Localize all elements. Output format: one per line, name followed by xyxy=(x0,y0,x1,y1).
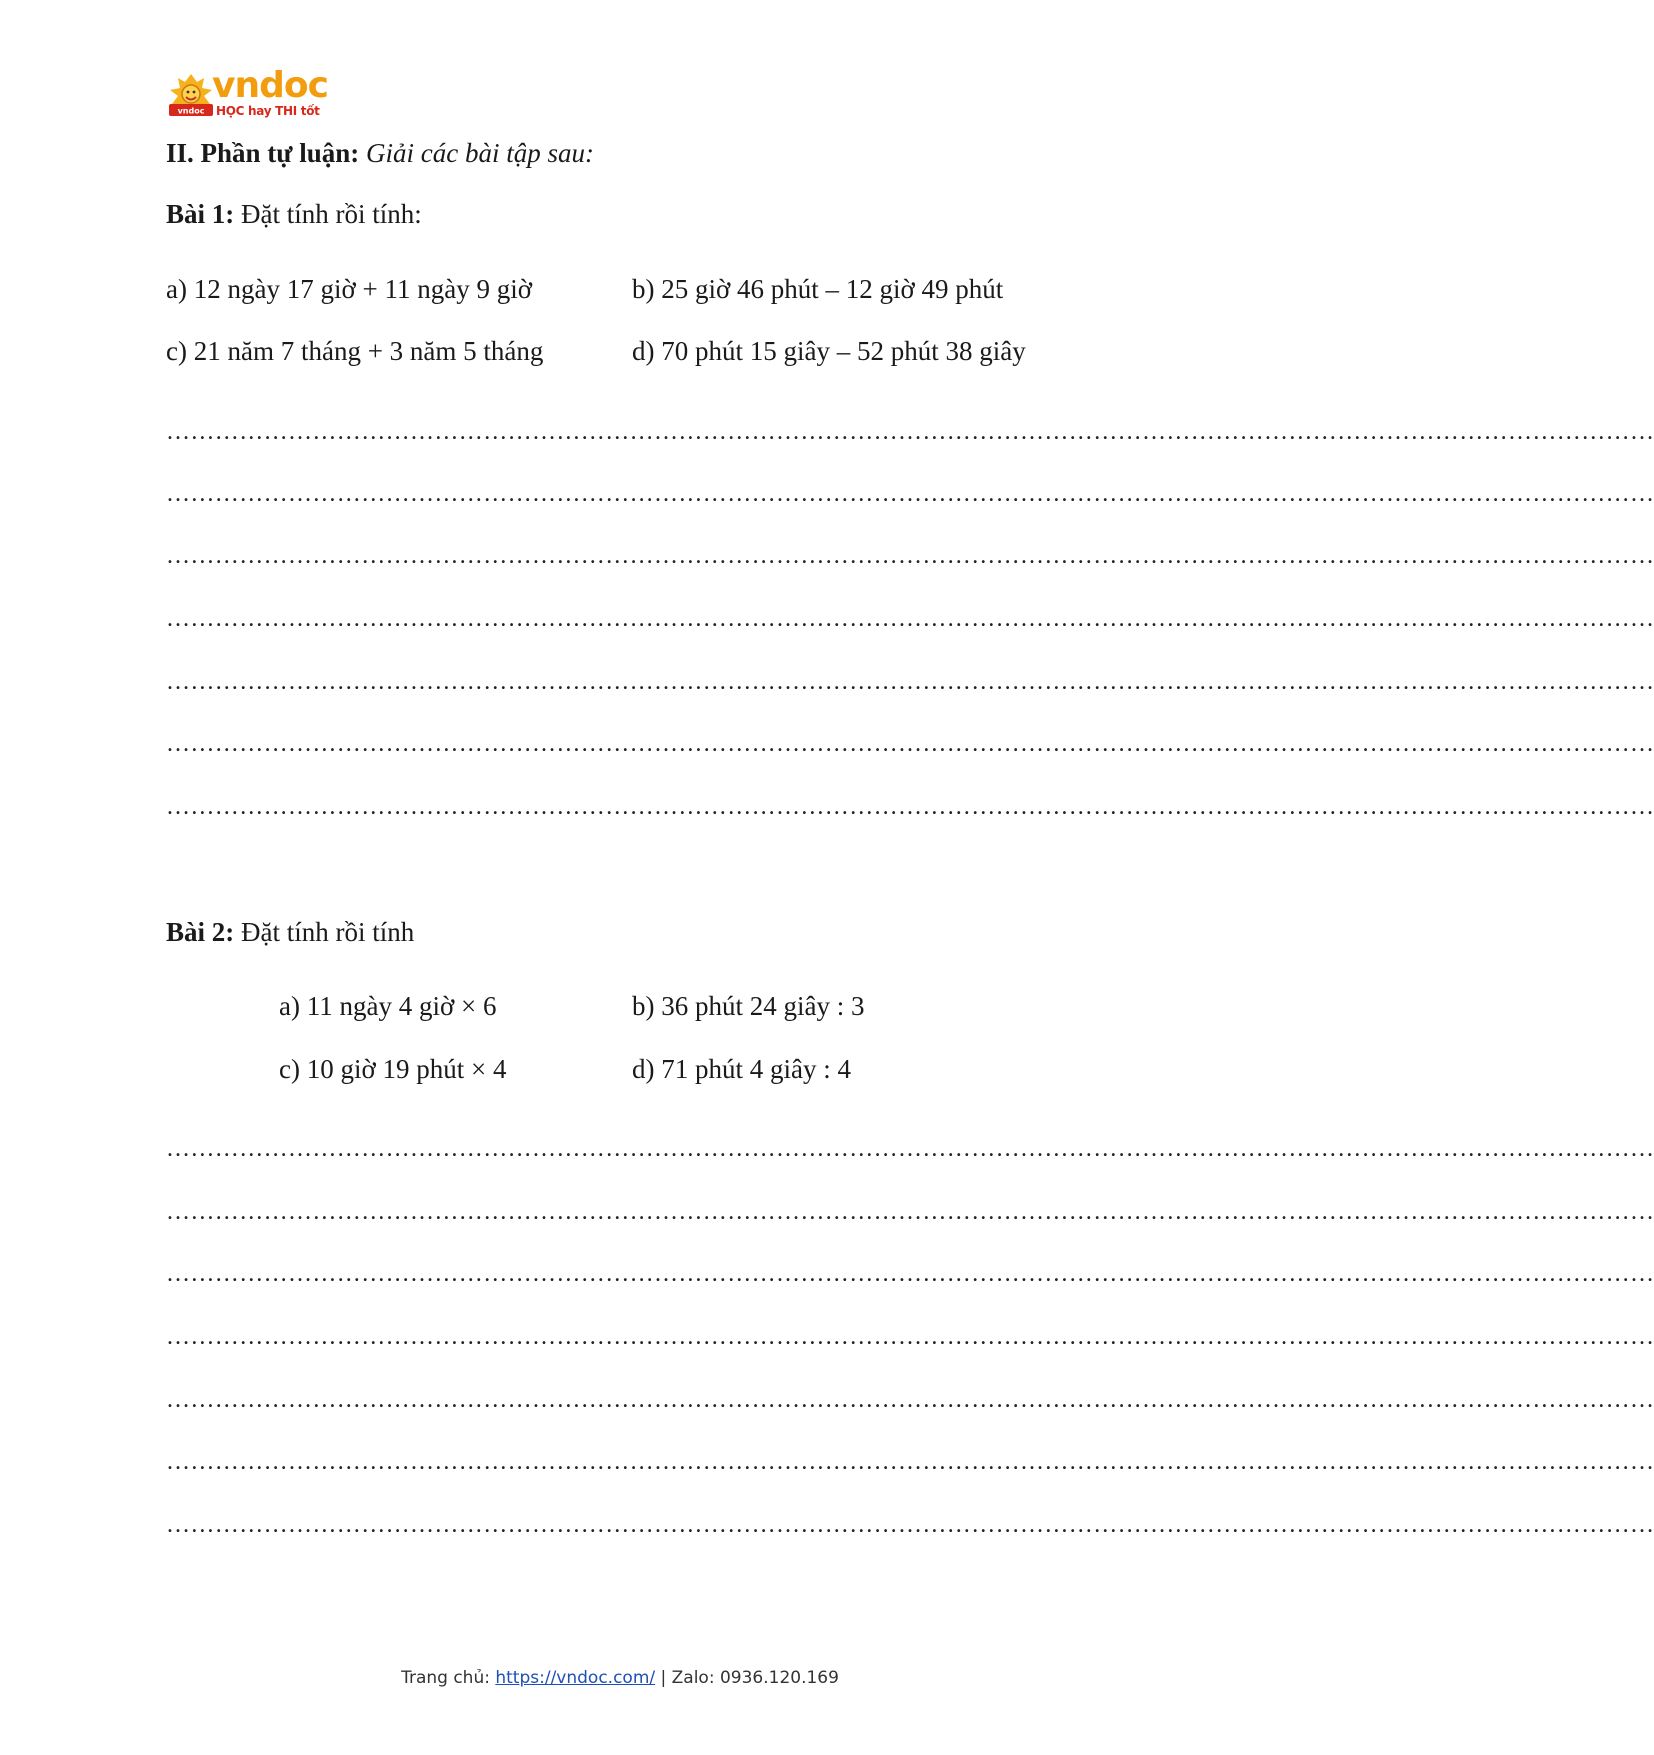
exercise-1-heading xyxy=(166,197,422,231)
answer-line[interactable]: ………………………………………………………………………………………………………………………………………………………………… xyxy=(166,543,1654,569)
exercise-1-item-a: a) 12 ngày 17 giờ + 11 ngày 9 giờ xyxy=(166,274,532,304)
exercise-2-instruction: Đặt tính rồi tính xyxy=(241,917,415,947)
footer-zalo: | Zalo: 0936.120.169 xyxy=(655,1668,839,1688)
exercise-2-item-c: c) 10 giờ 19 phút × 4 xyxy=(279,1054,507,1084)
answer-line[interactable]: ………………………………………………………………………………………………………………………………………………………………… xyxy=(166,481,1654,507)
exercise-1-instruction: Đặt tính rồi tính: xyxy=(241,199,422,229)
exercise-1-item-d: d) 70 phút 15 giây – 52 phút 38 giây xyxy=(632,336,1026,366)
exercise-1-label: Bài 1: xyxy=(166,199,235,229)
section-heading xyxy=(166,136,594,170)
logo-tagline: HỌC hay THI tốt xyxy=(216,104,320,118)
exercise-2-heading xyxy=(166,915,414,949)
exercise-1-item-b: b) 25 giờ 46 phút – 12 giờ 49 phút xyxy=(632,274,1004,304)
answer-line[interactable]: ………………………………………………………………………………………………………………………………………………………………… xyxy=(166,1199,1654,1225)
answer-line[interactable]: ………………………………………………………………………………………………………………………………………………………………… xyxy=(166,1449,1654,1475)
answer-line[interactable]: ………………………………………………………………………………………………………………………………………………………………… xyxy=(166,669,1654,695)
answer-line[interactable]: ………………………………………………………………………………………………………………………………………………………………… xyxy=(166,1261,1654,1287)
logo-badge-text: vndoc xyxy=(177,106,205,116)
answer-line[interactable]: ………………………………………………………………………………………………………………………………………………………………… xyxy=(166,794,1654,820)
page-footer xyxy=(0,1668,1240,1688)
answer-line[interactable]: ………………………………………………………………………………………………………………………………………………………………… xyxy=(166,1512,1654,1538)
footer-prefix: Trang chủ: xyxy=(401,1668,496,1688)
answer-line[interactable]: ………………………………………………………………………………………………………………………………………………………………… xyxy=(166,1387,1654,1413)
exercise-2-item-a: a) 11 ngày 4 giờ × 6 xyxy=(279,991,497,1021)
answer-line[interactable]: ………………………………………………………………………………………………………………………………………………………………… xyxy=(166,731,1654,757)
section-heading-bold: II. Phần tự luận: xyxy=(166,138,360,168)
answer-line[interactable]: ………………………………………………………………………………………………………………………………………………………………… xyxy=(166,419,1654,445)
answer-line[interactable]: ………………………………………………………………………………………………………………………………………………………………… xyxy=(166,1136,1654,1162)
exercise-2-item-b: b) 36 phút 24 giây : 3 xyxy=(632,991,865,1021)
answer-line[interactable]: ………………………………………………………………………………………………………………………………………………………………… xyxy=(166,1324,1654,1350)
logo-wordmark: vndoc xyxy=(212,65,328,106)
answer-line[interactable]: ………………………………………………………………………………………………………………………………………………………………… xyxy=(166,606,1654,632)
vndoc-logo[interactable] xyxy=(166,65,328,124)
section-heading-italic: Giải các bài tập sau: xyxy=(366,138,594,168)
exercise-2-label: Bài 2: xyxy=(166,917,235,947)
logo-emblem-icon xyxy=(166,72,216,120)
exercise-2-item-d: d) 71 phút 4 giây : 4 xyxy=(632,1054,851,1084)
exercise-1-item-c: c) 21 năm 7 tháng + 3 năm 5 tháng xyxy=(166,336,544,366)
footer-homepage-link[interactable]: https://vndoc.com/ xyxy=(495,1668,656,1688)
